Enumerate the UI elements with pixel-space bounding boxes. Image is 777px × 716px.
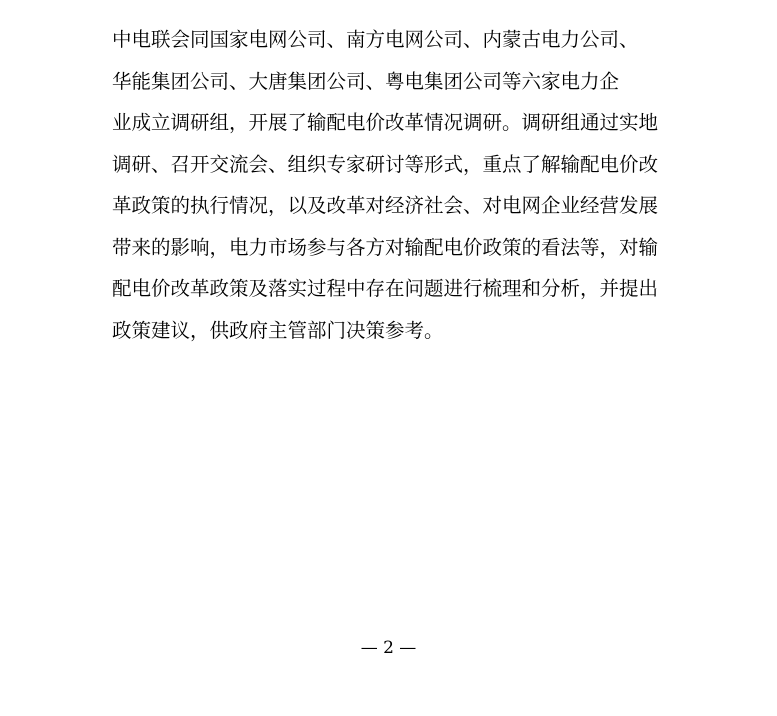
paragraph-line-4: 调研、召开交流会、组织专家研讨等形式，重点了解输配电价改 [112,152,659,176]
paragraph-line-8: 政策建议，供政府主管部门决策参考。 [112,318,444,342]
paragraph-line-6: 带来的影响，电力市场参与各方对输配电价政策的看法等，对输 [112,235,659,259]
paragraph-line-7: 配电价改革政策及落实过程中存在问题进行梳理和分析，并提出 [112,277,659,300]
body-paragraph [112,19,672,351]
paragraph-line-3: 业成立调研组，开展了输配电价改革情况调研。调研组通过实地 [112,111,659,134]
paragraph-line-1: 中电联会同国家电网公司、南方电网公司、内蒙古电力公司、 [112,28,639,51]
page-number: — 2 — [360,638,417,658]
paragraph-line-2: 华能集团公司、大唐集团公司、粤电集团公司等六家电力企 [112,69,620,93]
paragraph-line-5: 革政策的执行情况，以及改革对经济社会、对电网企业经营发展 [112,194,659,217]
